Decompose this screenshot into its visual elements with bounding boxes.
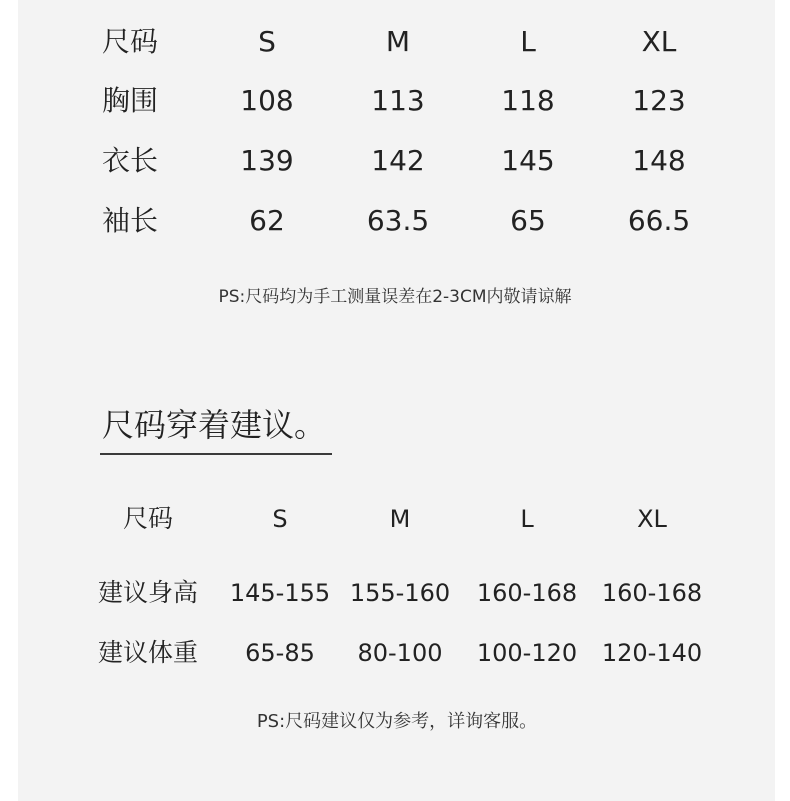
- table-cell: 118: [501, 84, 555, 117]
- table-cell: 160-168: [601, 579, 703, 607]
- measurement-note: PS:尺码均为手工测量误差在2-3CM内敬请谅解: [218, 287, 572, 307]
- header-size-m: M: [389, 505, 411, 533]
- row-label-chest: 胸围: [102, 84, 159, 117]
- table-cell: 65: [510, 204, 546, 237]
- table-cell: 148: [632, 144, 686, 177]
- header-size-l: L: [520, 25, 536, 58]
- header-label: 尺码: [122, 504, 173, 533]
- table-cell: 139: [240, 144, 294, 177]
- table-cell: 65-85: [245, 639, 315, 667]
- table-cell: 63.5: [366, 204, 430, 237]
- title-underline: [100, 453, 332, 455]
- table-cell: 142: [371, 144, 425, 177]
- row-label-height: 建议身高: [97, 578, 198, 607]
- recommendation-note: PS:尺码建议仅为参考，详询客服。: [256, 711, 538, 732]
- row-label-sleeve: 袖长: [102, 204, 159, 237]
- table-cell: 120-140: [601, 639, 703, 667]
- header-size-s: S: [272, 505, 288, 533]
- row-label-length: 衣长: [102, 144, 159, 177]
- table-cell: 62: [249, 204, 285, 237]
- table-cell: 113: [371, 84, 425, 117]
- header-size-s: S: [258, 25, 276, 58]
- table-cell: 80-100: [357, 639, 443, 667]
- header-size-m: M: [385, 25, 411, 58]
- table-cell: 145: [501, 144, 555, 177]
- row-label-weight: 建议体重: [97, 638, 198, 667]
- table-cell: 145-155: [229, 579, 331, 607]
- header-size-xl: XL: [637, 505, 667, 533]
- header-size-xl: XL: [641, 25, 677, 58]
- table-cell: 155-160: [349, 579, 451, 607]
- table-cell: 123: [632, 84, 686, 117]
- section-title: 尺码穿着建议。: [102, 406, 327, 444]
- header-label: 尺码: [102, 25, 159, 58]
- table-cell: 108: [240, 84, 294, 117]
- header-size-l: L: [520, 505, 534, 533]
- table-cell: 100-120: [476, 639, 578, 667]
- table-cell: 160-168: [476, 579, 578, 607]
- table-cell: 66.5: [627, 204, 691, 237]
